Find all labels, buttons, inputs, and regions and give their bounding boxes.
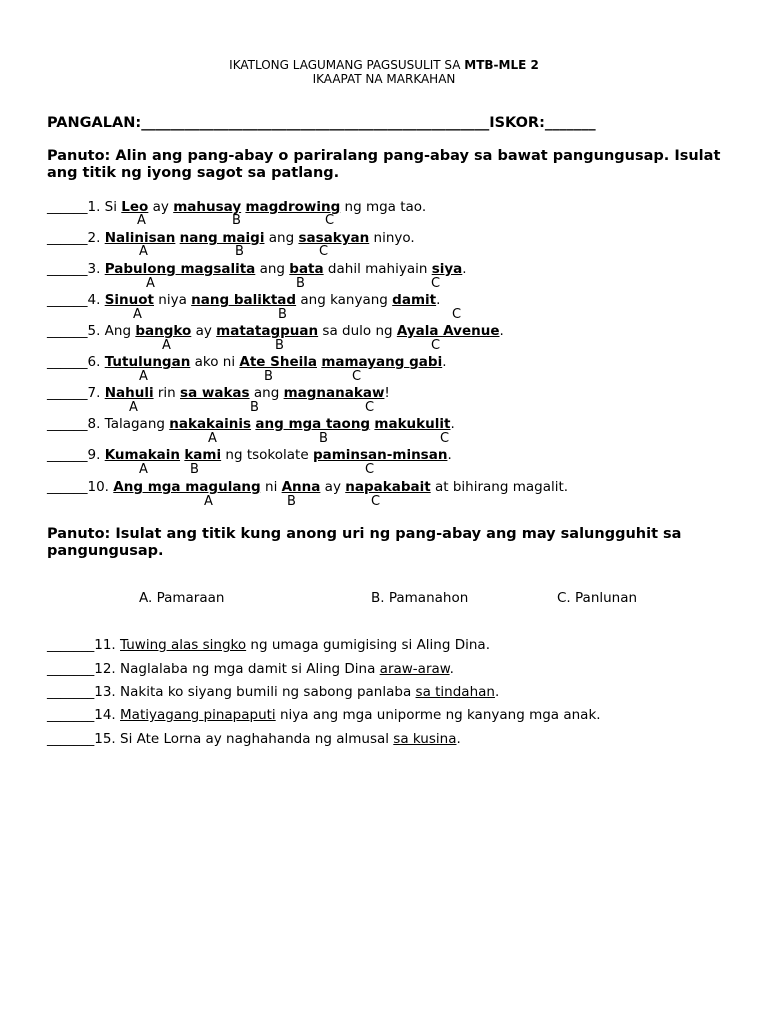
label-b: B bbox=[319, 431, 328, 446]
text: . bbox=[447, 447, 452, 463]
label-c: C bbox=[319, 244, 329, 259]
option-c: sasakyan bbox=[298, 230, 370, 246]
option-a: Tutulungan bbox=[104, 354, 191, 370]
option-c: napakabait bbox=[345, 479, 431, 495]
label-a: A bbox=[137, 213, 146, 228]
option-c: paminsan-minsan bbox=[312, 447, 448, 463]
text: niya ang mga uniporme ng kanyang mga anak. bbox=[275, 707, 601, 723]
underlined-adverb: Matiyagang pinapaputi bbox=[120, 707, 276, 723]
option-a: Kumakain bbox=[104, 447, 181, 463]
label-b: B bbox=[278, 307, 287, 322]
label-c: C bbox=[365, 462, 375, 477]
choice-panlunan: C. Panlunan bbox=[557, 590, 638, 606]
text: Si Ate Lorna ay naghahanda ng almusal bbox=[115, 731, 394, 747]
score-blank[interactable]: _______ bbox=[544, 115, 596, 131]
answer-blank[interactable]: ______ bbox=[47, 230, 88, 246]
answer-blank[interactable]: ______ bbox=[47, 292, 88, 308]
question-item bbox=[47, 292, 440, 308]
underlined-adverb: sa tindahan bbox=[415, 684, 495, 700]
option-a: nakakainis bbox=[169, 416, 252, 432]
text: ang bbox=[255, 261, 290, 277]
question-item bbox=[47, 323, 504, 339]
option-c: magdrowing bbox=[245, 199, 341, 215]
label-b: B bbox=[250, 400, 259, 415]
question-number: 7. bbox=[87, 385, 101, 401]
option-b: Anna bbox=[281, 479, 321, 495]
question-number: 12. bbox=[94, 661, 116, 677]
option-a: Pabulong magsalita bbox=[104, 261, 256, 277]
option-c: magnanakaw bbox=[283, 385, 385, 401]
option-b: nang baliktad bbox=[191, 292, 297, 308]
label-a: A bbox=[146, 276, 155, 291]
text: Talagang bbox=[100, 416, 170, 432]
text: ay bbox=[148, 199, 174, 215]
question-number: 13. bbox=[94, 684, 116, 700]
question-item bbox=[47, 416, 455, 432]
text: at bihirang magalit. bbox=[430, 479, 569, 495]
underlined-adverb: araw-araw bbox=[379, 661, 450, 677]
text: sa dulo ng bbox=[318, 323, 397, 339]
text: . bbox=[456, 731, 461, 747]
name-score-line bbox=[47, 115, 596, 131]
option-b: mahusay bbox=[173, 199, 242, 215]
answer-blank[interactable]: ______ bbox=[47, 323, 88, 339]
label-b: B bbox=[232, 213, 241, 228]
option-c: Ayala Avenue bbox=[396, 323, 500, 339]
text: ay bbox=[320, 479, 346, 495]
answer-blank[interactable]: ______ bbox=[47, 447, 88, 463]
text: . bbox=[450, 416, 455, 432]
text: Si bbox=[100, 199, 122, 215]
text: rin bbox=[153, 385, 181, 401]
question-number: 3. bbox=[87, 261, 101, 277]
question-number: 9. bbox=[87, 447, 101, 463]
text: . bbox=[442, 354, 447, 370]
option-a: Nahuli bbox=[104, 385, 154, 401]
answer-blank[interactable]: ______ bbox=[47, 354, 88, 370]
option-a: Sinuot bbox=[104, 292, 154, 308]
question-number: 14. bbox=[94, 707, 116, 723]
text: Nakita ko siyang bumili ng sabong panlaba bbox=[115, 684, 416, 700]
label-a: A bbox=[133, 307, 142, 322]
label-b: B bbox=[296, 276, 305, 291]
option-c: mamayang gabi bbox=[321, 354, 443, 370]
text: . bbox=[494, 684, 500, 700]
label-c: C bbox=[365, 400, 375, 415]
choice-pamaraan: A. Pamaraan bbox=[139, 590, 225, 606]
answer-blank[interactable]: _______ bbox=[47, 661, 95, 677]
option-b: Ate Sheila bbox=[239, 354, 318, 370]
text: . bbox=[499, 323, 504, 339]
option-c: damit bbox=[392, 292, 437, 308]
option-b: sa wakas bbox=[180, 385, 250, 401]
text: ang kanyang bbox=[296, 292, 393, 308]
text: ay bbox=[191, 323, 217, 339]
question-number: 6. bbox=[87, 354, 101, 370]
answer-blank[interactable]: _______ bbox=[47, 731, 95, 747]
text: ninyo. bbox=[369, 230, 415, 246]
choice-pamanahon: B. Pamanahon bbox=[371, 590, 469, 606]
option-b: bata bbox=[289, 261, 324, 277]
name-blank[interactable]: ________________________________________________ bbox=[141, 115, 490, 131]
answer-blank[interactable]: ______ bbox=[47, 416, 88, 432]
question-item bbox=[47, 261, 467, 277]
question-number: 15. bbox=[94, 731, 116, 747]
question-number: 2. bbox=[87, 230, 101, 246]
answer-blank[interactable]: ______ bbox=[47, 479, 88, 495]
answer-blank[interactable]: _______ bbox=[47, 637, 95, 653]
option-a: Ang mga magulang bbox=[113, 479, 261, 495]
option-b: kami bbox=[184, 447, 222, 463]
label-c: C bbox=[352, 369, 362, 384]
answer-blank[interactable]: _______ bbox=[47, 684, 95, 700]
label-a: A bbox=[139, 369, 148, 384]
name-label: PANGALAN: bbox=[47, 115, 142, 131]
question-item bbox=[47, 661, 454, 677]
question-item bbox=[47, 354, 447, 370]
text: . bbox=[462, 261, 467, 277]
option-b: matatagpuan bbox=[216, 323, 319, 339]
question-number: 5. bbox=[87, 323, 101, 339]
text: Ang bbox=[100, 323, 136, 339]
score-label: ISKOR: bbox=[489, 115, 545, 131]
label-c: C bbox=[440, 431, 450, 446]
label-a: A bbox=[129, 400, 138, 415]
text: ng mga tao. bbox=[340, 199, 427, 215]
label-c: C bbox=[325, 213, 335, 228]
label-c: C bbox=[431, 276, 441, 291]
question-item bbox=[47, 385, 390, 401]
option-a: bangko bbox=[135, 323, 192, 339]
option-c: makukulit bbox=[374, 416, 451, 432]
text: . bbox=[449, 661, 454, 677]
label-b: B bbox=[235, 244, 244, 259]
answer-blank[interactable]: ______ bbox=[47, 199, 88, 215]
title-prefix: IKATLONG LAGUMANG PAGSUSULIT SA bbox=[229, 58, 465, 72]
answer-blank[interactable]: ______ bbox=[47, 261, 88, 277]
label-b: B bbox=[287, 494, 296, 509]
worksheet-title bbox=[0, 58, 768, 72]
text: ako ni bbox=[190, 354, 240, 370]
label-a: A bbox=[162, 338, 171, 353]
text: Naglalaba ng mga damit si Aling Dina bbox=[115, 661, 380, 677]
question-item bbox=[47, 230, 415, 246]
question-number: 10. bbox=[87, 479, 109, 495]
label-a: A bbox=[204, 494, 213, 509]
option-a: Leo bbox=[121, 199, 149, 215]
question-number: 4. bbox=[87, 292, 101, 308]
option-b: nang maigi bbox=[179, 230, 265, 246]
label-b: B bbox=[275, 338, 284, 353]
option-b: ang mga taong bbox=[255, 416, 371, 432]
option-a: Nalinisan bbox=[104, 230, 176, 246]
part1-instruction: Panuto: Alin ang pang-abay o pariralang pang-abay sa bawat pangungusap. Isulat ang titik ng iyong sagot sa patlang. bbox=[47, 148, 721, 181]
question-item bbox=[47, 731, 461, 747]
text: dahil mahiyain bbox=[323, 261, 432, 277]
question-item bbox=[47, 707, 601, 723]
label-a: A bbox=[139, 462, 148, 477]
text: ang bbox=[249, 385, 284, 401]
answer-blank[interactable]: ______ bbox=[47, 385, 88, 401]
question-item bbox=[47, 684, 499, 700]
text: ng tsokolate bbox=[221, 447, 313, 463]
label-c: C bbox=[371, 494, 381, 509]
label-a: A bbox=[139, 244, 148, 259]
label-c: C bbox=[452, 307, 462, 322]
text: niya bbox=[154, 292, 192, 308]
question-number: 8. bbox=[87, 416, 101, 432]
worksheet-subtitle: IKAAPAT NA MARKAHAN bbox=[312, 72, 456, 86]
question-item bbox=[47, 447, 452, 463]
underlined-adverb: sa kusina bbox=[393, 731, 457, 747]
answer-blank[interactable]: _______ bbox=[47, 707, 95, 723]
underlined-adverb: Tuwing alas singko bbox=[120, 637, 247, 653]
question-item bbox=[47, 637, 490, 653]
text: ni bbox=[260, 479, 282, 495]
label-a: A bbox=[208, 431, 217, 446]
question-item bbox=[47, 479, 568, 495]
text: ! bbox=[384, 385, 390, 401]
question-number: 1. bbox=[87, 199, 101, 215]
label-b: B bbox=[264, 369, 273, 384]
text: ng umaga gumigising si Aling Dina. bbox=[246, 637, 490, 653]
label-b: B bbox=[190, 462, 199, 477]
label-c: C bbox=[431, 338, 441, 353]
question-number: 11. bbox=[94, 637, 116, 653]
title-subject: MTB-MLE 2 bbox=[464, 58, 539, 72]
part2-instruction: Panuto: Isulat ang titik kung anong uri ng pang-abay ang may salungguhit sa pangungusap. bbox=[47, 526, 682, 559]
text: ang bbox=[264, 230, 299, 246]
text: . bbox=[436, 292, 441, 308]
option-c: siya bbox=[431, 261, 463, 277]
